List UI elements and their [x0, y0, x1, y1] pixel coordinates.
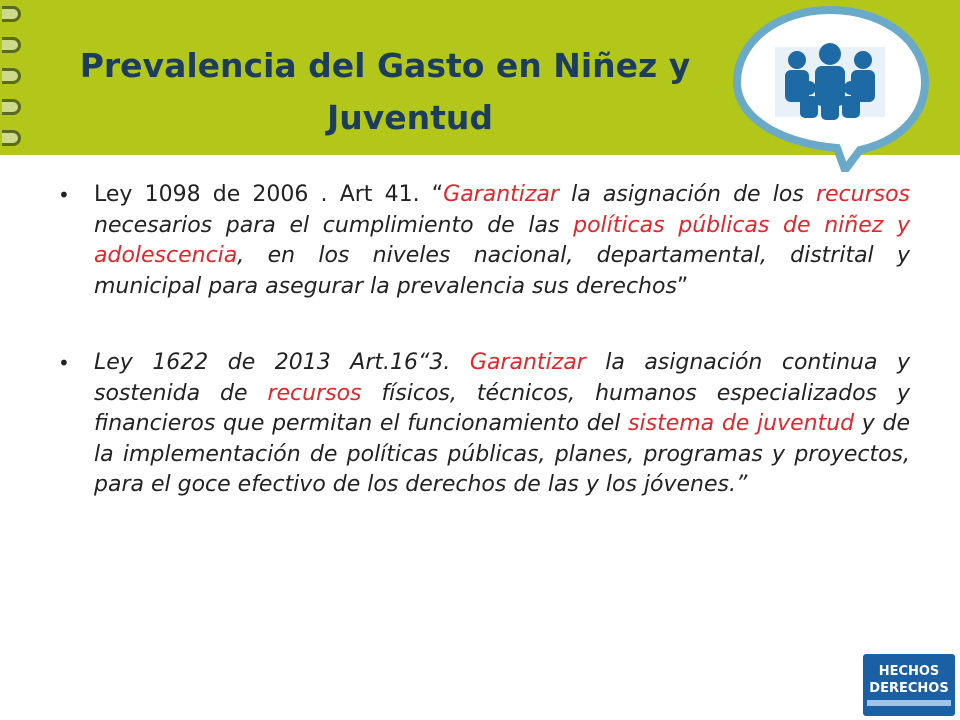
- logo-line-1: HECHOS: [878, 664, 940, 679]
- slide-title: [40, 40, 730, 144]
- notebook-spiral: [0, 6, 26, 161]
- bullet-text: ”: [676, 273, 689, 299]
- spiral-ring-icon: [2, 6, 21, 22]
- highlight-text: políticas públicas de niñez y adolescencia: [94, 212, 910, 268]
- highlight-text: Garantizar: [469, 350, 586, 375]
- logo-tagline-strip: [867, 700, 951, 706]
- list-item: [58, 348, 910, 501]
- hechos-derechos-logo: [863, 654, 955, 716]
- spiral-ring-icon: [2, 130, 21, 146]
- bullet-text: la asignación continua y sostenida de: [94, 350, 911, 406]
- spiral-ring-icon: [2, 68, 21, 84]
- spiral-ring-icon: [2, 99, 21, 115]
- bullet-text: , en los niveles nacional, departamental, distrital y municipal para asegurar la prevalencia sus derechos: [94, 243, 910, 299]
- logo-line-2: DERECHOS: [869, 681, 949, 696]
- spiral-ring-icon: [2, 37, 21, 53]
- bullet-text: Ley 1622 de 2013 Art.16“3.: [94, 350, 470, 375]
- title-line-1: Prevalencia del Gasto en Niñez y: [79, 46, 691, 85]
- highlight-text: recursos: [815, 182, 911, 207]
- slide-body: [58, 180, 910, 547]
- bullet-text: físicos, técnicos, humanos especializados y financieros que permitan el funcionamiento del: [94, 380, 910, 436]
- bullet-dot: •: [58, 183, 70, 207]
- highlight-text: sistema de juventud: [628, 411, 855, 436]
- bullet-text: Ley 1098 de 2006 . Art 41. “: [94, 182, 444, 207]
- bullet-dot: •: [58, 351, 70, 375]
- bullet-text: y de la implementación de políticas públicas, planes, programas y proyectos, para el goce efectivo de los derechos de las y los jóvenes.”: [94, 411, 910, 497]
- bullet-text: la asignación de los: [558, 182, 816, 207]
- list-item: [58, 180, 910, 302]
- highlight-text: recursos: [267, 380, 362, 406]
- family-group-icon: [725, 2, 935, 172]
- title-line-2: Juventud: [326, 98, 494, 137]
- highlight-text: Garantizar: [443, 182, 559, 207]
- bullet-text: necesarios para el cumplimiento de las: [94, 212, 574, 238]
